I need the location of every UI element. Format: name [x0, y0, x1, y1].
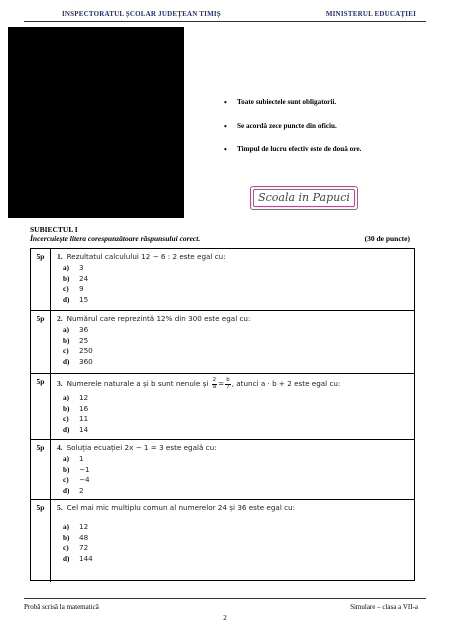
answer-option[interactable]: a) 12 — [63, 522, 89, 531]
answer-option[interactable]: c) −4 — [63, 475, 90, 484]
answer-option[interactable]: b) 16 — [63, 403, 89, 413]
question-row — [31, 249, 414, 310]
answer-option[interactable]: a) 12 — [63, 393, 89, 402]
answer-option[interactable]: a) 1 — [63, 454, 84, 463]
question-body — [57, 503, 410, 564]
answer-option[interactable]: d) 360 — [63, 356, 93, 366]
page-number: 2 — [223, 614, 227, 622]
question-text: 4. Soluția ecuației 2x − 1 = 3 este egală cu: — [57, 443, 217, 452]
answer-option[interactable]: b) 25 — [63, 335, 89, 345]
footer-grade: Simulare – clasa a VII-a — [350, 603, 418, 611]
question-body — [57, 252, 410, 305]
header-inspectorate: INSPECTORATUL ȘCOLAR JUDEȚEAN TIMIȘ — [62, 10, 221, 18]
answer-option[interactable]: b) 24 — [63, 273, 89, 283]
bullet-icon: • — [224, 98, 227, 107]
footer-exam-name: Probă scrisă la matematică — [24, 603, 99, 611]
question-body — [57, 314, 410, 367]
answer-options — [57, 454, 410, 496]
question-text: 3. Numerele naturale a și b sunt nenule și $\frac{2}{a}$ = $\frac{b}{7}$ , atunci a · b + 2 este egal cu: — [57, 377, 341, 390]
footer-divider — [24, 598, 426, 599]
answer-options — [57, 325, 410, 367]
section-title: SUBIECTUL I — [30, 225, 78, 234]
answer-option[interactable]: b) −1 — [63, 464, 90, 474]
question-row — [31, 373, 414, 440]
question-points: 5p — [31, 249, 51, 310]
answer-options — [57, 263, 410, 305]
instruction-item: • Se acordă zece puncte din oficiu. — [224, 121, 337, 131]
fraction-b-over-7: $\frac{b}{7}$ — [226, 377, 230, 390]
question-text: 1. Rezultatul calculului 12 − 6 : 2 este egal cu: — [57, 252, 226, 261]
answer-option[interactable]: a) 36 — [63, 325, 89, 334]
question-row — [31, 439, 414, 500]
answer-option[interactable]: c) 9 — [63, 284, 84, 293]
instructions-list — [224, 98, 434, 169]
answer-option[interactable]: b) 48 — [63, 532, 89, 542]
answer-option[interactable]: d) 144 — [63, 553, 93, 563]
question-text: 5. Cel mai mic multiplu comun al numerelor 24 și 36 este egal cu: — [57, 503, 296, 512]
answer-option[interactable]: c) 72 — [63, 543, 89, 552]
answer-option[interactable]: a) 3 — [63, 263, 84, 272]
question-body — [57, 377, 410, 435]
school-stamp-logo: Scoala in Papuci — [250, 186, 358, 210]
fraction-2-over-a: $\frac{2}{a}$ — [212, 377, 217, 390]
answer-options — [57, 522, 410, 564]
question-points: 5p — [31, 500, 51, 582]
instruction-item: • Toate subiectele sunt obligatorii. — [224, 98, 337, 107]
answer-option[interactable]: d) 2 — [63, 485, 84, 495]
bullet-icon: • — [224, 121, 227, 131]
redacted-block — [8, 27, 184, 218]
section-points: (30 de puncte) — [364, 234, 410, 243]
header-ministry: MINISTERUL EDUCAȚIEI — [325, 10, 416, 18]
section-instruction: Încercuiește litera corespunzătoare răspunsului corect. — [30, 234, 201, 243]
questions-table — [30, 248, 415, 581]
answer-option[interactable]: d) 15 — [63, 294, 89, 304]
stamp-frame — [253, 189, 355, 207]
question-text: 2. Numărul care reprezintă 12% din 300 este egal cu: — [57, 314, 251, 323]
question-points: 5p — [31, 311, 51, 374]
instruction-item: • Timpul de lucru efectiv este de două ore. — [224, 145, 362, 154]
answer-options — [57, 393, 410, 435]
question-row — [31, 310, 414, 374]
question-body — [57, 443, 410, 496]
question-points: 5p — [31, 440, 51, 500]
question-points: 5p — [31, 374, 51, 440]
answer-option[interactable]: c) 11 — [63, 414, 89, 423]
question-row — [31, 499, 414, 582]
bullet-icon: • — [224, 145, 227, 154]
answer-option[interactable]: d) 14 — [63, 424, 89, 434]
header-divider — [24, 21, 426, 22]
answer-option[interactable]: c) 250 — [63, 346, 93, 355]
